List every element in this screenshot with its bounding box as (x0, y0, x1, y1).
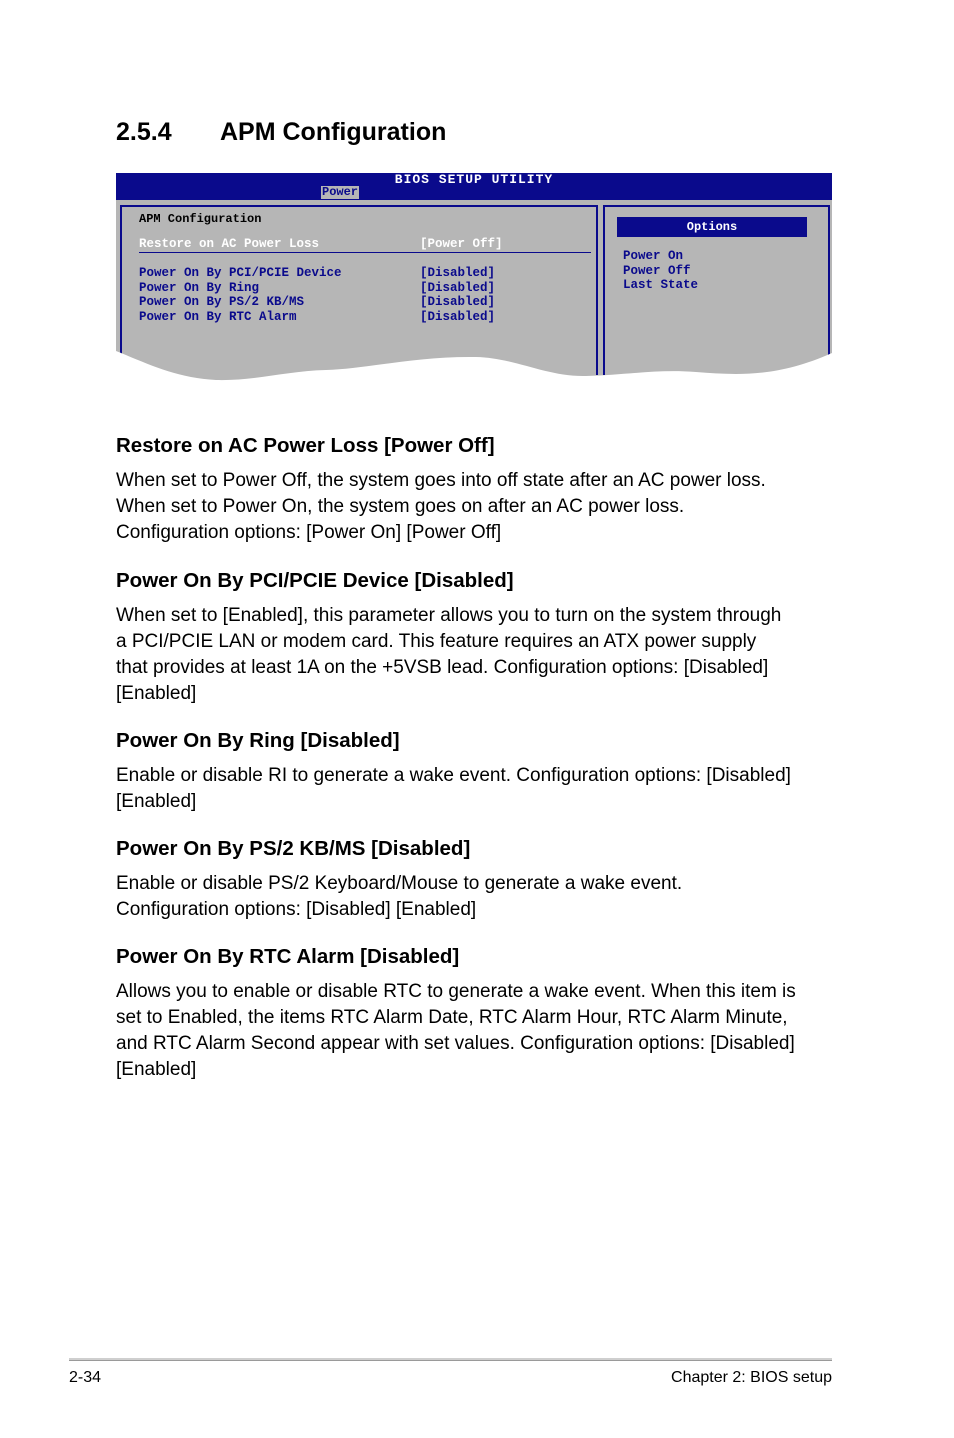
bios-option-power-on[interactable]: Power On (623, 249, 684, 263)
bios-item-label: Power On By Ring (139, 280, 260, 295)
para-pci-4: [Enabled] (116, 683, 197, 704)
bios-item-label: Restore on AC Power Loss (139, 237, 320, 251)
para-rtc-1: Allows you to enable or disable RTC to generate a wake event. When this item is (116, 981, 796, 1002)
bios-title: BIOS SETUP UTILITY (394, 172, 554, 187)
section-title (116, 118, 446, 147)
bios-screenshot (116, 173, 832, 381)
para-restore-3: Configuration options: [Power On] [Power Off] (116, 522, 502, 543)
heading-ps2-kb-ms: Power On By PS/2 KB/MS [Disabled] (116, 837, 471, 860)
bios-item-value: [Disabled] (420, 280, 496, 295)
para-pci-2: a PCI/PCIE LAN or modem card. This feature requires an ATX power supply (116, 631, 757, 652)
heading-ring: Power On By Ring [Disabled] (116, 729, 400, 752)
para-restore-1: When set to Power Off, the system goes into off state after an AC power loss. (116, 470, 766, 491)
heading-rtc-alarm: Power On By RTC Alarm [Disabled] (116, 945, 460, 968)
bios-item-label: Power On By PCI/PCIE Device (139, 266, 342, 280)
para-rtc-4: [Enabled] (116, 1059, 197, 1080)
section-number: 2.5.4 (116, 118, 172, 146)
para-pci-3: that provides at least 1A on the +5VSB lead. Configuration options: [Disabled] (116, 657, 769, 678)
para-ring-2: [Enabled] (116, 791, 197, 812)
bios-item-label: Power On By RTC Alarm (139, 309, 297, 324)
heading-pci-pcie-device: Power On By PCI/PCIE Device [Disabled] (116, 569, 514, 592)
page-number: 2-34 (69, 1369, 102, 1386)
torn-edge-decoration (116, 173, 832, 381)
bios-item-value: [Power Off] (420, 237, 503, 251)
bios-item-label: Power On By PS/2 KB/MS (139, 295, 305, 309)
bios-options-heading: Options (617, 217, 807, 237)
bios-item-value: [Disabled] (420, 309, 496, 324)
para-ring-1: Enable or disable RI to generate a wake event. Configuration options: [Disabled] (116, 765, 791, 786)
bios-tab-power[interactable]: Power (322, 185, 359, 199)
para-pci-1: When set to [Enabled], this parameter allows you to turn on the system through (116, 605, 782, 626)
para-rtc-3: and RTC Alarm Second appear with set values. Configuration options: [Disabled] (116, 1033, 795, 1054)
footer-divider (69, 1358, 832, 1361)
para-ps2-1: Enable or disable PS/2 Keyboard/Mouse to generate a wake event. (116, 873, 683, 894)
bios-item-value: [Disabled] (420, 266, 496, 280)
para-rtc-2: set to Enabled, the items RTC Alarm Date, RTC Alarm Hour, RTC Alarm Minute, (116, 1007, 788, 1028)
para-restore-2: When set to Power On, the system goes on after an AC power loss. (116, 496, 685, 517)
heading-restore-ac-power-loss: Restore on AC Power Loss [Power Off] (116, 434, 495, 457)
bios-option-last-state[interactable]: Last State (623, 278, 699, 292)
bios-item-value: [Disabled] (420, 295, 496, 309)
bios-panel-heading: APM Configuration (139, 212, 262, 226)
chapter-label: Chapter 2: BIOS setup (671, 1369, 832, 1386)
section-heading: APM Configuration (220, 118, 447, 146)
para-ps2-2: Configuration options: [Disabled] [Enabled] (116, 899, 477, 920)
bios-option-power-off[interactable]: Power Off (623, 263, 691, 278)
